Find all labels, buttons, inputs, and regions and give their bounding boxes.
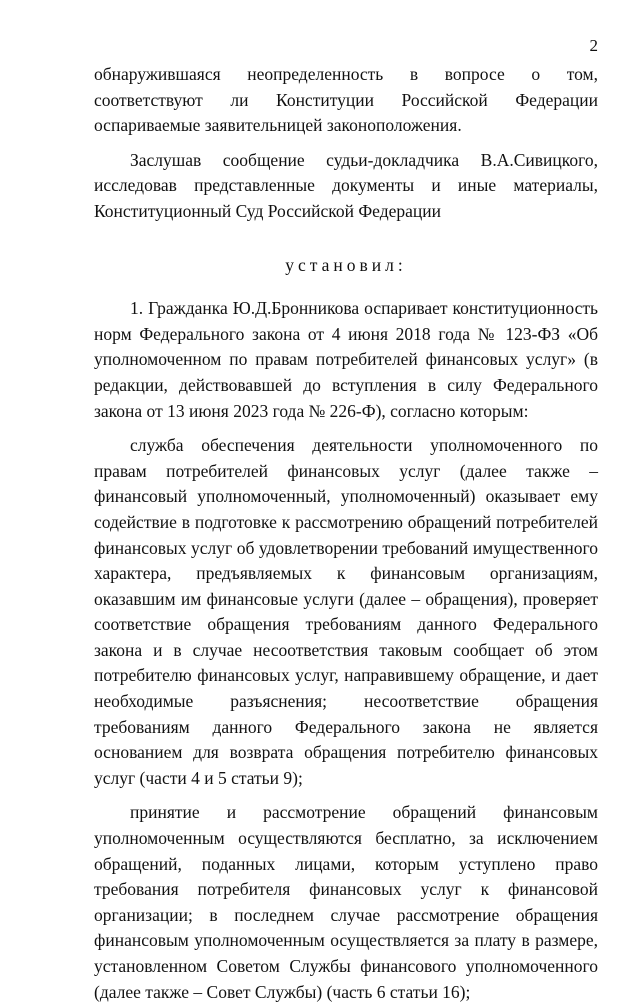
paragraph-service: служба обеспечения деятельности уполномоченного по правам потребителей финансовых услуг (далее также – финансовый уполномоченный, уполномоченный) оказывает ему содействие в подготовке к рассмотрению обращений потребителей финансовых услуг об удовлетворении требований имущественного характера, предъявляемых к финансовым организациям, оказавшим им финансовые услуги (далее – обращения), проверяет соответствие обращения требованиям данного Федерального закона и в случае несоответствия таковым сообщает об этом потребителю финансовых услуг, направившему обращение, и дает необходимые разъяснения; несоответствие обращения требованиям данного Федерального закона не является основанием для возврата обращения потребителю финансовых услуг (части 4 и 5 статьи 9); xyxy=(94,435,598,788)
paragraph-heard-report: Заслушав сообщение судьи-докладчика В.А.Сивицкого, исследовав представленные документы и иные материалы, Конституционный Суд Российской Федерации xyxy=(94,149,598,221)
paragraph-1: 1. Гражданка Ю.Д.Бронникова оспаривает конституционность норм Федерального закона от 4 июня 2018 года № 123-ФЗ «Об уполномоченном по правам потребителей финансовых услуг» (в редакции, действовавшей до вступления в силу Федерального закона от 13 июня 2023 года № 226-Ф), согласно которым: xyxy=(94,298,598,421)
document-body xyxy=(94,62,598,1005)
section-heading-established: установил: xyxy=(285,254,407,275)
paragraph-intro-continuation: обнаружившаяся неопределенность в вопросе о том, соответствуют ли Конституции Российской Федерации оспариваемые заявительницей законоположения. xyxy=(94,64,598,136)
page-number: 2 xyxy=(589,36,598,55)
paragraph-acceptance: принятие и рассмотрение обращений финансовым уполномоченным осуществляются бесплатно, за исключением обращений, поданных лицами, которым уступлено право требования потребителя финансовых услуг к финансовой организации; в последнем случае рассмотрение обращения финансовым уполномоченным осуществляется за плату в размере, установленном Советом Службы финансового уполномоченного (далее также – Совет Службы) (часть 6 статьи 16); xyxy=(94,802,598,1002)
